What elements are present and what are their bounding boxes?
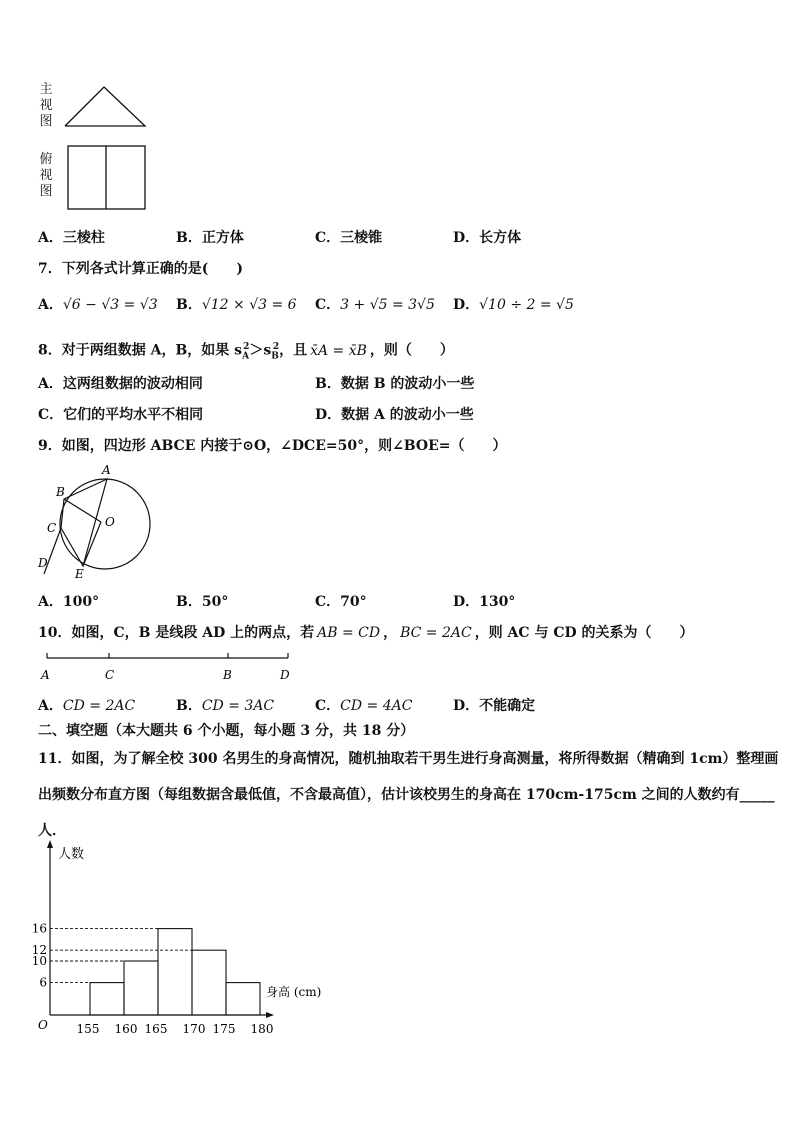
point-d-label: D <box>38 556 48 570</box>
q7-option-a <box>38 296 158 314</box>
y-tick-label: 12 <box>31 943 47 958</box>
histogram-reference-lines <box>50 929 192 983</box>
point-e-label: E <box>75 567 84 580</box>
q9-option-b: B．50° <box>176 594 229 610</box>
x-tick-label: 160 <box>114 1022 138 1035</box>
front-view-label: 主 视 图 <box>39 82 53 129</box>
q8-superscript: 2 <box>243 342 250 352</box>
q9-option-a: A．100° <box>38 594 100 610</box>
point-o-label: O <box>105 515 115 529</box>
top-view-label: 俯 视 图 <box>39 152 53 199</box>
q6-option-a: A．三棱柱 <box>38 230 105 246</box>
y-tick-label: 6 <box>39 975 47 990</box>
q10-option-b <box>176 697 274 715</box>
q6-option-b: B．正方体 <box>176 230 244 246</box>
option-expression: √12 × √3 = 6 <box>201 297 297 313</box>
x-tick-label: 165 <box>144 1022 168 1035</box>
point-c-label: C <box>47 521 57 535</box>
x-tick-label: 175 <box>212 1022 236 1035</box>
point-b-label: B <box>223 668 232 682</box>
histogram-bar <box>226 983 260 1015</box>
q7-option-d <box>453 296 574 314</box>
q10-condition-1: AB = CD <box>317 625 381 641</box>
q10-option-a <box>38 697 135 715</box>
y-tick-label: 16 <box>31 921 47 936</box>
q9-option-d: D．130° <box>453 594 516 610</box>
section-2-heading: 二、填空题（本大题共 6 个小题，每小题 3 分，共 18 分） <box>38 723 415 739</box>
option-letter: A． <box>38 297 63 313</box>
q8-stem-part: ，且 <box>279 342 308 359</box>
front-view-triangle <box>62 84 148 130</box>
q8-mean-equation: x̄A = x̄B <box>310 342 367 359</box>
q8-option-a: A．这两组数据的波动相同 <box>38 376 203 392</box>
x-axis-arrow <box>266 1012 274 1018</box>
histogram-bar <box>192 950 226 1015</box>
option-expression: 不能确定 <box>479 698 536 714</box>
histogram-labels <box>32 846 322 1035</box>
histogram-bar <box>124 961 158 1015</box>
q10-stem-part: 10．如图，C，B 是线段 AD 上的两点，若 <box>38 625 315 641</box>
option-letter: C． <box>315 297 341 313</box>
histogram-bar <box>158 929 192 1015</box>
x-axis-label: 身高 (cm) <box>266 985 322 999</box>
q6-option-c: C．三棱锥 <box>315 230 383 246</box>
option-expression: √10 ÷ 2 = √5 <box>479 297 574 313</box>
q11-line-1: 11．如图，为了解全校 300 名男生的身高情况，随机抽取若干男生进行身高测量，将所得数据（精确到 1cm）整理画 <box>38 751 779 767</box>
q10-stem <box>38 624 693 642</box>
point-a-label: A <box>41 668 50 682</box>
q8-option-d: D．数据 A 的波动小一些 <box>315 407 474 423</box>
option-expression: CD = 3AC <box>201 698 275 714</box>
q10-stem-part: ，则 AC 与 CD 的关系为（ ） <box>474 625 694 641</box>
height-histogram <box>30 840 340 1035</box>
option-letter: B． <box>176 698 202 714</box>
option-expression: 3 + √5 = 3√5 <box>340 297 435 313</box>
option-letter: D． <box>453 698 480 714</box>
q7-stem: 7．下列各式计算正确的是( ) <box>38 261 243 277</box>
top-view-rectangle <box>66 144 148 212</box>
q9-circle-figure <box>34 462 156 580</box>
x-tick-label: 170 <box>182 1022 206 1035</box>
point-a-label: A <box>102 463 111 477</box>
q11-line-3: 人． <box>38 823 66 839</box>
q8-subscript: A <box>242 351 250 362</box>
y-axis-label: 人数 <box>58 847 85 862</box>
point-b-label: B <box>56 485 65 499</box>
q8-stem-part: ，则（ ） <box>369 342 454 359</box>
y-axis-arrow <box>47 840 53 848</box>
q8-option-c: C．它们的平均水平不相同 <box>38 407 204 423</box>
q8-gt: ＞s <box>249 342 272 359</box>
q9-option-c: C．70° <box>315 594 367 610</box>
point-d-label: D <box>280 668 290 682</box>
q8-subscript: B <box>271 351 279 362</box>
q10-option-c <box>315 697 412 715</box>
q11-line-2: 出频数分布直方图（每组数据含最低值，不含最高值），估计该校男生的身高在 170cm-175cm 之间的人数约有_____ <box>38 787 775 803</box>
option-letter: C． <box>315 698 341 714</box>
q7-option-b <box>176 296 297 314</box>
q8-stem <box>38 338 454 365</box>
point-c-label: C <box>105 668 115 682</box>
q6-option-d: D．长方体 <box>453 230 522 246</box>
option-letter: D． <box>453 297 480 313</box>
quadrilateral-abce <box>61 479 107 566</box>
x-tick-label: 155 <box>76 1022 100 1035</box>
option-letter: B． <box>176 297 202 313</box>
q9-stem: 9．如图，四边形 ABCE 内接于⊙O，∠DCE=50°，则∠BOE=（ ） <box>38 438 507 454</box>
origin-label: O <box>38 1018 48 1032</box>
option-expression: √6 − √3 = √3 <box>62 297 158 313</box>
q8-stem-part: 8．对于两组数据 A，B，如果 s <box>38 342 243 359</box>
q10-stem-part: ， <box>383 625 398 641</box>
q8-superscript: 2 <box>272 342 280 352</box>
option-expression: CD = 2AC <box>62 698 136 714</box>
histogram-bars <box>90 929 260 1015</box>
histogram-bar <box>90 983 124 1015</box>
q8-option-b: B．数据 B 的波动小一些 <box>315 376 475 392</box>
x-tick-label: 180 <box>250 1022 274 1035</box>
q7-option-c <box>315 296 435 314</box>
q10-option-d <box>453 697 535 715</box>
option-expression: CD = 4AC <box>340 698 413 714</box>
option-letter: A． <box>38 698 63 714</box>
y-tick-label: 10 <box>31 954 47 968</box>
q10-condition-2: BC = 2AC <box>400 625 472 641</box>
q10-segment-figure <box>38 648 298 684</box>
